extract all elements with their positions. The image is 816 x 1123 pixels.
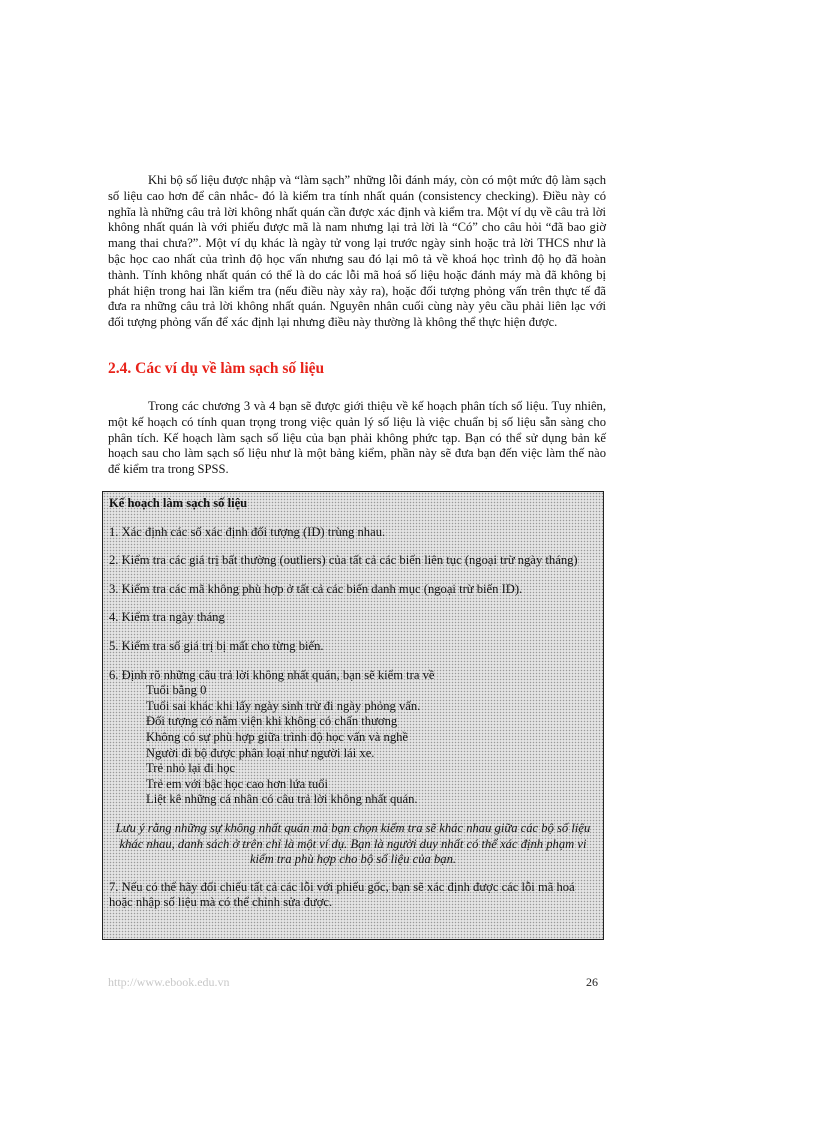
plan-item-4: 4. Kiểm tra ngày tháng [109, 610, 225, 625]
plan-item-2: 2. Kiểm tra các giá trị bất thường (outliers) của tất cả các biến liên tục (ngoại trừ ngày tháng) [109, 553, 578, 568]
plan-paragraph: Trong các chương 3 và 4 bạn sẽ được giới thiệu về kế hoạch phân tích số liệu. Tuy nhiên, một kế hoạch có tính quan trọng trong việc quản lý số liệu là việc chuẩn bị số liệu sẵn sàng cho phân tích. Kế hoạch làm sạch số liệu của bạn phải không phức tạp. Bạn có thể sử dụng bản kế hoạch sau cho làm sạch số liệu như là một bảng kiểm, phần này sẽ đưa bạn đến việc làm thế nào để kiểm tra trong SPSS. [108, 399, 606, 477]
plan-item-6 [109, 668, 597, 808]
plan-item-5: 5. Kiểm tra số giá trị bị mất cho từng biến. [109, 638, 324, 653]
inconsistency-item: Không có sự phù hợp giữa trình độ học vấn và nghề [146, 729, 408, 744]
inconsistency-item: Tuổi sai khác khi lấy ngày sinh trừ đi ngày phỏng vấn. [146, 698, 421, 713]
inconsistency-list [109, 683, 597, 808]
section-heading: 2.4. Các ví dụ về làm sạch số liệu [108, 360, 325, 377]
inconsistency-item: Trẻ nhỏ lại đi học [146, 761, 236, 776]
intro-paragraph: Khi bộ số liệu được nhập và “làm sạch” những lỗi đánh máy, còn có một mức độ làm sạch số liệu cao hơn để cân nhắc- đó là kiểm tra tính nhất quán (consistency checking). Điều này có nghĩa là những câu trả lời không nhất quán cần được xác định và kiểm tra. Một ví dụ về câu trả lời không nhất quán là với phiếu được mã là nam nhưng lại trả lời là “Có” cho câu hỏi “đã bao giờ mang thai chưa?”. Một ví dụ khác là ngày tử vong lại trước ngày sinh hoặc trả lời THCS như là bậc học cao nhất của trình độ học vấn nhưng sau đó lại mô tả về khoá học trình độ họ đã hoàn thành. Tính không nhất quán có thể là do các lỗi mã hoá số liệu hoặc đánh máy mà đã không bị phát hiện trong hai lần kiểm tra (nếu điều này xảy ra), hoặc đối tượng phỏng vấn trên thực tế đã đưa ra những câu trả lời không nhất quán. Nguyên nhân cuối cùng này yêu cầu phải liên lạc với đối tượng phỏng vấn để xác định lại nhưng điều này thường là không thể thực hiện được. [108, 173, 606, 330]
cleaning-plan-box [102, 491, 604, 940]
inconsistency-item: Người đi bộ được phân loại như người lái xe. [146, 745, 375, 760]
plan-item-7: 7. Nếu có thể hãy đối chiếu tất cả các lỗi với phiếu gốc, bạn sẽ xác định được các lỗi mã hoá hoặc nhập số liệu mà có thể chỉnh sửa được. [109, 879, 575, 910]
inconsistency-item: Tuổi bằng 0 [146, 683, 207, 698]
plan-item-1: 1. Xác định các số xác định đối tượng (ID) trùng nhau. [109, 524, 386, 539]
inconsistency-item: Đối tượng có nằm viện khi không có chấn thương [146, 714, 398, 729]
plan-item-6-intro: 6. Định rõ những câu trả lời không nhất quán, bạn sẽ kiểm tra về [109, 667, 435, 682]
italic-note: Lưu ý rằng những sự không nhất quán mà bạn chọn kiểm tra sẽ khác nhau giữa các bộ số liệu khác nhau, danh sách ở trên chỉ là một ví dụ. Bạn là người duy nhất có thể xác định phạm vi kiểm tra phù hợp cho bộ số liệu của bạn. [115, 820, 591, 867]
inconsistency-item: Liệt kê những cá nhân có câu trả lời không nhất quán. [146, 792, 418, 807]
box-title: Kế hoạch làm sạch số liệu [109, 496, 248, 510]
inconsistency-item: Trẻ em với bậc học cao hơn lứa tuổi [146, 776, 328, 791]
plan-item-3: 3. Kiểm tra các mã không phù hợp ở tất cả các biến danh mục (ngoại trừ biến ID). [109, 581, 523, 596]
page-number: 26 [586, 975, 598, 989]
footer-url[interactable]: http://www.ebook.edu.vn [108, 975, 230, 989]
